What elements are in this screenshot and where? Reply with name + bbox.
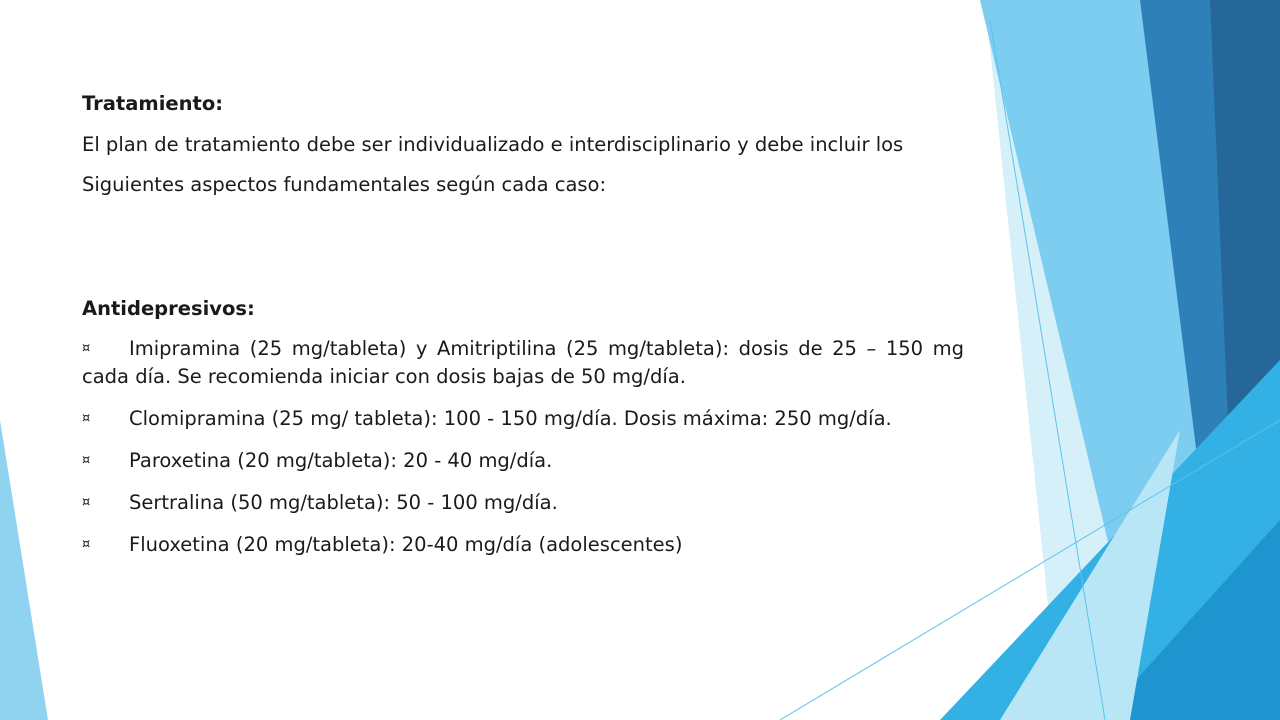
list-item-text: Clomipramina (25 mg/ tableta): 100 - 150 mg/día. Dosis máxima: 250 mg/día. [129,407,892,430]
list-item-text: Sertralina (50 mg/tableta): 50 - 100 mg/día. [129,491,558,514]
section-heading: Antidepresivos: [82,297,255,320]
bullet-icon: ¤ [82,341,91,356]
list-item [82,447,964,475]
list-item-text: Fluoxetina (20 mg/tableta): 20-40 mg/día (adolescentes) [129,533,683,556]
list-item [82,335,964,391]
list-item-text: Imipramina (25 mg/tableta) y Amitriptilina (25 mg/tableta): dosis de 25 – 150 mg cada día. Se recomienda iniciar con dosis bajas de 50 mg/día. [82,337,964,388]
left-edge-triangle [0,420,48,720]
list-item-text: Paroxetina (20 mg/tableta): 20 - 40 mg/día. [129,449,553,472]
list-item [82,489,964,517]
list-item [82,531,964,559]
list-item [82,405,964,433]
bullet-icon: ¤ [82,495,91,510]
bullet-icon: ¤ [82,453,91,468]
intro-line-1: El plan de tratamiento debe ser individualizado e interdisciplinario y debe incluir los [82,133,904,156]
bullet-icon: ¤ [82,411,91,426]
intro-line-2: Siguientes aspectos fundamentales según cada caso: [82,173,607,196]
bullet-icon: ¤ [82,537,91,552]
slide-content [82,90,964,573]
slide-title: Tratamiento: [82,92,224,115]
